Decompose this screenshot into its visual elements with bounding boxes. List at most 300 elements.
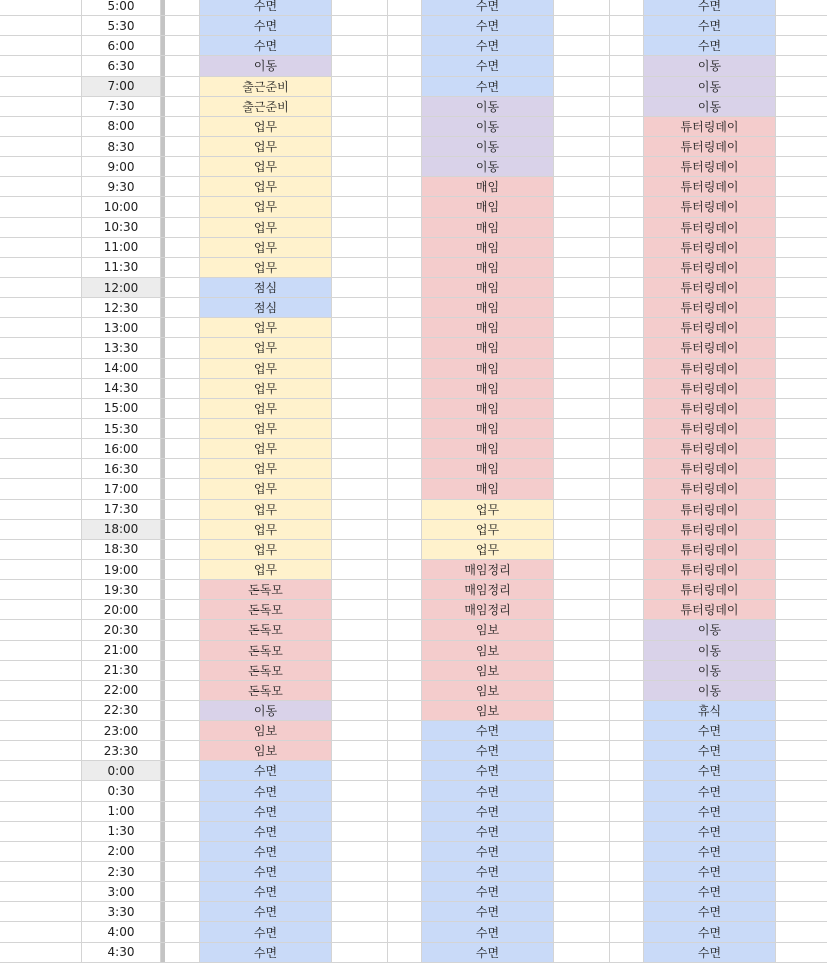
- empty-cell[interactable]: [332, 520, 388, 539]
- time-cell[interactable]: 14:00: [82, 359, 161, 378]
- time-cell[interactable]: 19:00: [82, 560, 161, 579]
- empty-cell[interactable]: [610, 560, 644, 579]
- empty-cell[interactable]: [776, 620, 827, 639]
- empty-cell[interactable]: [388, 419, 422, 438]
- empty-cell[interactable]: [0, 278, 82, 297]
- empty-cell[interactable]: [554, 540, 610, 559]
- empty-cell[interactable]: [165, 620, 200, 639]
- schedule-cell-c[interactable]: 튜터링데이: [644, 318, 776, 337]
- empty-cell[interactable]: [610, 419, 644, 438]
- empty-cell[interactable]: [332, 741, 388, 760]
- empty-cell[interactable]: [776, 741, 827, 760]
- schedule-cell-b[interactable]: 매임: [422, 379, 554, 398]
- time-cell[interactable]: 1:30: [82, 822, 161, 841]
- empty-cell[interactable]: [554, 298, 610, 317]
- empty-cell[interactable]: [388, 721, 422, 740]
- schedule-cell-a[interactable]: 업무: [200, 218, 332, 237]
- schedule-cell-c[interactable]: 수면: [644, 922, 776, 941]
- empty-cell[interactable]: [610, 439, 644, 458]
- empty-cell[interactable]: [0, 540, 82, 559]
- empty-cell[interactable]: [554, 741, 610, 760]
- schedule-cell-a[interactable]: 수면: [200, 842, 332, 861]
- empty-cell[interactable]: [332, 943, 388, 962]
- empty-cell[interactable]: [332, 681, 388, 700]
- empty-cell[interactable]: [332, 721, 388, 740]
- schedule-cell-b[interactable]: 매임: [422, 419, 554, 438]
- empty-cell[interactable]: [776, 701, 827, 720]
- empty-cell[interactable]: [165, 359, 200, 378]
- empty-cell[interactable]: [165, 298, 200, 317]
- schedule-cell-a[interactable]: 수면: [200, 943, 332, 962]
- schedule-cell-b[interactable]: 매임: [422, 298, 554, 317]
- time-cell[interactable]: 21:30: [82, 661, 161, 680]
- time-cell[interactable]: 2:00: [82, 842, 161, 861]
- empty-cell[interactable]: [165, 600, 200, 619]
- empty-cell[interactable]: [388, 902, 422, 921]
- empty-cell[interactable]: [332, 842, 388, 861]
- empty-cell[interactable]: [554, 620, 610, 639]
- time-cell[interactable]: 5:30: [82, 16, 161, 35]
- empty-cell[interactable]: [776, 439, 827, 458]
- empty-cell[interactable]: [554, 117, 610, 136]
- schedule-cell-c[interactable]: 이동: [644, 77, 776, 96]
- schedule-cell-c[interactable]: 이동: [644, 681, 776, 700]
- schedule-cell-c[interactable]: 수면: [644, 741, 776, 760]
- empty-cell[interactable]: [0, 197, 82, 216]
- schedule-cell-c[interactable]: 이동: [644, 56, 776, 75]
- schedule-cell-b[interactable]: 매임: [422, 318, 554, 337]
- empty-cell[interactable]: [332, 781, 388, 800]
- empty-cell[interactable]: [554, 197, 610, 216]
- empty-cell[interactable]: [388, 238, 422, 257]
- schedule-cell-a[interactable]: 업무: [200, 338, 332, 357]
- empty-cell[interactable]: [0, 661, 82, 680]
- schedule-cell-b[interactable]: 수면: [422, 781, 554, 800]
- empty-cell[interactable]: [165, 520, 200, 539]
- empty-cell[interactable]: [165, 16, 200, 35]
- empty-cell[interactable]: [554, 77, 610, 96]
- empty-cell[interactable]: [332, 882, 388, 901]
- empty-cell[interactable]: [776, 56, 827, 75]
- empty-cell[interactable]: [554, 379, 610, 398]
- time-cell[interactable]: 9:00: [82, 157, 161, 176]
- empty-cell[interactable]: [388, 802, 422, 821]
- empty-cell[interactable]: [332, 117, 388, 136]
- empty-cell[interactable]: [0, 842, 82, 861]
- empty-cell[interactable]: [776, 822, 827, 841]
- schedule-cell-b[interactable]: 매임정리: [422, 600, 554, 619]
- schedule-cell-c[interactable]: 튜터링데이: [644, 479, 776, 498]
- empty-cell[interactable]: [554, 701, 610, 720]
- time-cell[interactable]: 18:30: [82, 540, 161, 559]
- schedule-cell-b[interactable]: 수면: [422, 802, 554, 821]
- schedule-cell-b[interactable]: 이동: [422, 117, 554, 136]
- schedule-cell-a[interactable]: 업무: [200, 419, 332, 438]
- empty-cell[interactable]: [776, 459, 827, 478]
- empty-cell[interactable]: [388, 580, 422, 599]
- empty-cell[interactable]: [554, 419, 610, 438]
- empty-cell[interactable]: [0, 781, 82, 800]
- schedule-cell-b[interactable]: 임보: [422, 641, 554, 660]
- time-cell[interactable]: 12:30: [82, 298, 161, 317]
- empty-cell[interactable]: [610, 943, 644, 962]
- empty-cell[interactable]: [554, 338, 610, 357]
- empty-cell[interactable]: [165, 842, 200, 861]
- schedule-cell-c[interactable]: 수면: [644, 781, 776, 800]
- empty-cell[interactable]: [388, 540, 422, 559]
- time-cell[interactable]: 18:00: [82, 520, 161, 539]
- empty-cell[interactable]: [776, 157, 827, 176]
- empty-cell[interactable]: [610, 802, 644, 821]
- empty-cell[interactable]: [388, 117, 422, 136]
- schedule-cell-b[interactable]: 수면: [422, 922, 554, 941]
- empty-cell[interactable]: [165, 580, 200, 599]
- empty-cell[interactable]: [332, 77, 388, 96]
- schedule-cell-b[interactable]: 매임: [422, 439, 554, 458]
- schedule-cell-a[interactable]: 수면: [200, 16, 332, 35]
- empty-cell[interactable]: [610, 459, 644, 478]
- empty-cell[interactable]: [388, 379, 422, 398]
- schedule-cell-a[interactable]: 수면: [200, 882, 332, 901]
- schedule-cell-c[interactable]: 튜터링데이: [644, 137, 776, 156]
- empty-cell[interactable]: [776, 580, 827, 599]
- schedule-cell-a[interactable]: 돈독모: [200, 620, 332, 639]
- empty-cell[interactable]: [554, 278, 610, 297]
- schedule-cell-c[interactable]: 수면: [644, 862, 776, 881]
- schedule-cell-a[interactable]: 업무: [200, 238, 332, 257]
- empty-cell[interactable]: [776, 298, 827, 317]
- schedule-cell-c[interactable]: 튜터링데이: [644, 197, 776, 216]
- empty-cell[interactable]: [610, 318, 644, 337]
- empty-cell[interactable]: [610, 117, 644, 136]
- schedule-cell-b[interactable]: 매임: [422, 177, 554, 196]
- empty-cell[interactable]: [0, 238, 82, 257]
- empty-cell[interactable]: [610, 681, 644, 700]
- schedule-cell-c[interactable]: 튜터링데이: [644, 399, 776, 418]
- schedule-cell-c[interactable]: 이동: [644, 620, 776, 639]
- schedule-cell-b[interactable]: 이동: [422, 157, 554, 176]
- schedule-cell-b[interactable]: 수면: [422, 761, 554, 780]
- empty-cell[interactable]: [388, 338, 422, 357]
- empty-cell[interactable]: [388, 943, 422, 962]
- schedule-cell-a[interactable]: 돈독모: [200, 681, 332, 700]
- empty-cell[interactable]: [554, 56, 610, 75]
- empty-cell[interactable]: [0, 459, 82, 478]
- empty-cell[interactable]: [0, 802, 82, 821]
- empty-cell[interactable]: [610, 36, 644, 55]
- empty-cell[interactable]: [165, 419, 200, 438]
- empty-cell[interactable]: [610, 781, 644, 800]
- schedule-cell-a[interactable]: 출근준비: [200, 77, 332, 96]
- empty-cell[interactable]: [332, 862, 388, 881]
- empty-cell[interactable]: [0, 137, 82, 156]
- schedule-cell-c[interactable]: 튜터링데이: [644, 258, 776, 277]
- empty-cell[interactable]: [554, 359, 610, 378]
- schedule-cell-b[interactable]: 업무: [422, 520, 554, 539]
- empty-cell[interactable]: [388, 459, 422, 478]
- empty-cell[interactable]: [610, 238, 644, 257]
- empty-cell[interactable]: [165, 238, 200, 257]
- time-cell[interactable]: 17:30: [82, 500, 161, 519]
- time-cell[interactable]: 6:30: [82, 56, 161, 75]
- empty-cell[interactable]: [776, 802, 827, 821]
- empty-cell[interactable]: [165, 318, 200, 337]
- schedule-cell-b[interactable]: 이동: [422, 137, 554, 156]
- empty-cell[interactable]: [776, 419, 827, 438]
- empty-cell[interactable]: [332, 97, 388, 116]
- schedule-cell-c[interactable]: 튜터링데이: [644, 439, 776, 458]
- empty-cell[interactable]: [332, 318, 388, 337]
- empty-cell[interactable]: [0, 882, 82, 901]
- empty-cell[interactable]: [610, 258, 644, 277]
- empty-cell[interactable]: [388, 197, 422, 216]
- schedule-cell-a[interactable]: 업무: [200, 137, 332, 156]
- empty-cell[interactable]: [0, 500, 82, 519]
- empty-cell[interactable]: [0, 741, 82, 760]
- empty-cell[interactable]: [776, 399, 827, 418]
- empty-cell[interactable]: [0, 560, 82, 579]
- schedule-cell-b[interactable]: 수면: [422, 862, 554, 881]
- empty-cell[interactable]: [332, 218, 388, 237]
- empty-cell[interactable]: [554, 802, 610, 821]
- schedule-cell-c[interactable]: 수면: [644, 0, 776, 15]
- empty-cell[interactable]: [554, 681, 610, 700]
- empty-cell[interactable]: [388, 298, 422, 317]
- empty-cell[interactable]: [554, 761, 610, 780]
- empty-cell[interactable]: [388, 439, 422, 458]
- schedule-cell-a[interactable]: 업무: [200, 540, 332, 559]
- schedule-cell-a[interactable]: 업무: [200, 500, 332, 519]
- schedule-cell-a[interactable]: 업무: [200, 359, 332, 378]
- empty-cell[interactable]: [332, 177, 388, 196]
- schedule-cell-b[interactable]: 수면: [422, 721, 554, 740]
- empty-cell[interactable]: [554, 560, 610, 579]
- schedule-cell-a[interactable]: 업무: [200, 459, 332, 478]
- schedule-cell-b[interactable]: 수면: [422, 36, 554, 55]
- empty-cell[interactable]: [776, 661, 827, 680]
- empty-cell[interactable]: [554, 137, 610, 156]
- empty-cell[interactable]: [776, 338, 827, 357]
- time-cell[interactable]: 20:00: [82, 600, 161, 619]
- empty-cell[interactable]: [332, 399, 388, 418]
- schedule-cell-b[interactable]: 매임: [422, 197, 554, 216]
- schedule-cell-b[interactable]: 매임정리: [422, 580, 554, 599]
- schedule-cell-b[interactable]: 이동: [422, 97, 554, 116]
- empty-cell[interactable]: [554, 399, 610, 418]
- empty-cell[interactable]: [388, 520, 422, 539]
- schedule-cell-b[interactable]: 업무: [422, 540, 554, 559]
- empty-cell[interactable]: [388, 399, 422, 418]
- time-cell[interactable]: 5:00: [82, 0, 161, 15]
- schedule-cell-a[interactable]: 수면: [200, 922, 332, 941]
- schedule-cell-c[interactable]: 튜터링데이: [644, 540, 776, 559]
- empty-cell[interactable]: [388, 761, 422, 780]
- empty-cell[interactable]: [554, 822, 610, 841]
- schedule-cell-a[interactable]: 수면: [200, 902, 332, 921]
- empty-cell[interactable]: [554, 882, 610, 901]
- schedule-cell-a[interactable]: 업무: [200, 439, 332, 458]
- empty-cell[interactable]: [776, 681, 827, 700]
- empty-cell[interactable]: [610, 218, 644, 237]
- empty-cell[interactable]: [332, 600, 388, 619]
- time-cell[interactable]: 2:30: [82, 862, 161, 881]
- empty-cell[interactable]: [165, 379, 200, 398]
- time-cell[interactable]: 13:00: [82, 318, 161, 337]
- empty-cell[interactable]: [610, 0, 644, 15]
- empty-cell[interactable]: [332, 479, 388, 498]
- empty-cell[interactable]: [554, 721, 610, 740]
- empty-cell[interactable]: [165, 137, 200, 156]
- time-cell[interactable]: 10:00: [82, 197, 161, 216]
- empty-cell[interactable]: [165, 802, 200, 821]
- empty-cell[interactable]: [776, 500, 827, 519]
- schedule-cell-a[interactable]: 임보: [200, 741, 332, 760]
- time-cell[interactable]: 4:00: [82, 922, 161, 941]
- empty-cell[interactable]: [332, 16, 388, 35]
- schedule-cell-c[interactable]: 튜터링데이: [644, 298, 776, 317]
- empty-cell[interactable]: [165, 278, 200, 297]
- empty-cell[interactable]: [610, 721, 644, 740]
- empty-cell[interactable]: [554, 781, 610, 800]
- empty-cell[interactable]: [0, 36, 82, 55]
- empty-cell[interactable]: [332, 540, 388, 559]
- empty-cell[interactable]: [610, 157, 644, 176]
- empty-cell[interactable]: [554, 97, 610, 116]
- schedule-cell-c[interactable]: 수면: [644, 761, 776, 780]
- empty-cell[interactable]: [0, 641, 82, 660]
- empty-cell[interactable]: [610, 600, 644, 619]
- schedule-cell-a[interactable]: 업무: [200, 379, 332, 398]
- empty-cell[interactable]: [0, 600, 82, 619]
- empty-cell[interactable]: [554, 580, 610, 599]
- empty-cell[interactable]: [776, 520, 827, 539]
- empty-cell[interactable]: [610, 16, 644, 35]
- schedule-cell-c[interactable]: 이동: [644, 661, 776, 680]
- time-cell[interactable]: 0:30: [82, 781, 161, 800]
- time-cell[interactable]: 7:00: [82, 77, 161, 96]
- empty-cell[interactable]: [165, 36, 200, 55]
- empty-cell[interactable]: [776, 721, 827, 740]
- empty-cell[interactable]: [165, 822, 200, 841]
- empty-cell[interactable]: [610, 741, 644, 760]
- empty-cell[interactable]: [332, 560, 388, 579]
- empty-cell[interactable]: [332, 338, 388, 357]
- empty-cell[interactable]: [610, 177, 644, 196]
- empty-cell[interactable]: [776, 177, 827, 196]
- empty-cell[interactable]: [554, 500, 610, 519]
- schedule-cell-c[interactable]: 튜터링데이: [644, 580, 776, 599]
- schedule-cell-c[interactable]: 수면: [644, 943, 776, 962]
- empty-cell[interactable]: [610, 922, 644, 941]
- schedule-cell-c[interactable]: 수면: [644, 721, 776, 740]
- schedule-cell-c[interactable]: 수면: [644, 902, 776, 921]
- schedule-cell-b[interactable]: 수면: [422, 842, 554, 861]
- empty-cell[interactable]: [165, 56, 200, 75]
- schedule-cell-a[interactable]: 점심: [200, 298, 332, 317]
- empty-cell[interactable]: [165, 479, 200, 498]
- schedule-cell-b[interactable]: 수면: [422, 0, 554, 15]
- empty-cell[interactable]: [0, 379, 82, 398]
- empty-cell[interactable]: [610, 97, 644, 116]
- schedule-cell-a[interactable]: 수면: [200, 862, 332, 881]
- empty-cell[interactable]: [332, 157, 388, 176]
- empty-cell[interactable]: [332, 922, 388, 941]
- empty-cell[interactable]: [554, 600, 610, 619]
- empty-cell[interactable]: [0, 318, 82, 337]
- empty-cell[interactable]: [388, 36, 422, 55]
- empty-cell[interactable]: [165, 0, 200, 15]
- empty-cell[interactable]: [776, 318, 827, 337]
- empty-cell[interactable]: [610, 641, 644, 660]
- time-cell[interactable]: 3:00: [82, 882, 161, 901]
- empty-cell[interactable]: [0, 338, 82, 357]
- empty-cell[interactable]: [165, 761, 200, 780]
- empty-cell[interactable]: [554, 218, 610, 237]
- time-cell[interactable]: 11:30: [82, 258, 161, 277]
- empty-cell[interactable]: [388, 741, 422, 760]
- empty-cell[interactable]: [776, 77, 827, 96]
- empty-cell[interactable]: [332, 761, 388, 780]
- empty-cell[interactable]: [165, 218, 200, 237]
- time-cell[interactable]: 21:00: [82, 641, 161, 660]
- empty-cell[interactable]: [332, 56, 388, 75]
- schedule-cell-b[interactable]: 매임: [422, 338, 554, 357]
- empty-cell[interactable]: [332, 0, 388, 15]
- empty-cell[interactable]: [388, 661, 422, 680]
- empty-cell[interactable]: [332, 298, 388, 317]
- schedule-cell-b[interactable]: 매임: [422, 278, 554, 297]
- empty-cell[interactable]: [776, 278, 827, 297]
- empty-cell[interactable]: [388, 278, 422, 297]
- empty-cell[interactable]: [0, 56, 82, 75]
- empty-cell[interactable]: [165, 459, 200, 478]
- empty-cell[interactable]: [0, 157, 82, 176]
- empty-cell[interactable]: [776, 218, 827, 237]
- schedule-cell-c[interactable]: 튜터링데이: [644, 520, 776, 539]
- empty-cell[interactable]: [165, 701, 200, 720]
- schedule-cell-c[interactable]: 휴식: [644, 701, 776, 720]
- schedule-cell-b[interactable]: 매임: [422, 479, 554, 498]
- empty-cell[interactable]: [610, 902, 644, 921]
- empty-cell[interactable]: [388, 16, 422, 35]
- empty-cell[interactable]: [610, 761, 644, 780]
- time-cell[interactable]: 16:00: [82, 439, 161, 458]
- empty-cell[interactable]: [554, 258, 610, 277]
- schedule-cell-c[interactable]: 수면: [644, 882, 776, 901]
- schedule-cell-b[interactable]: 매임: [422, 258, 554, 277]
- empty-cell[interactable]: [165, 943, 200, 962]
- time-cell[interactable]: 19:30: [82, 580, 161, 599]
- empty-cell[interactable]: [388, 218, 422, 237]
- schedule-cell-b[interactable]: 수면: [422, 741, 554, 760]
- empty-cell[interactable]: [332, 379, 388, 398]
- schedule-cell-c[interactable]: 튜터링데이: [644, 500, 776, 519]
- empty-cell[interactable]: [554, 157, 610, 176]
- empty-cell[interactable]: [0, 822, 82, 841]
- schedule-cell-c[interactable]: 튜터링데이: [644, 359, 776, 378]
- empty-cell[interactable]: [0, 701, 82, 720]
- empty-cell[interactable]: [332, 802, 388, 821]
- empty-cell[interactable]: [0, 721, 82, 740]
- empty-cell[interactable]: [388, 258, 422, 277]
- schedule-cell-a[interactable]: 돈독모: [200, 600, 332, 619]
- empty-cell[interactable]: [610, 338, 644, 357]
- empty-cell[interactable]: [776, 600, 827, 619]
- empty-cell[interactable]: [776, 882, 827, 901]
- empty-cell[interactable]: [165, 862, 200, 881]
- schedule-cell-c[interactable]: 튜터링데이: [644, 419, 776, 438]
- time-cell[interactable]: 0:00: [82, 761, 161, 780]
